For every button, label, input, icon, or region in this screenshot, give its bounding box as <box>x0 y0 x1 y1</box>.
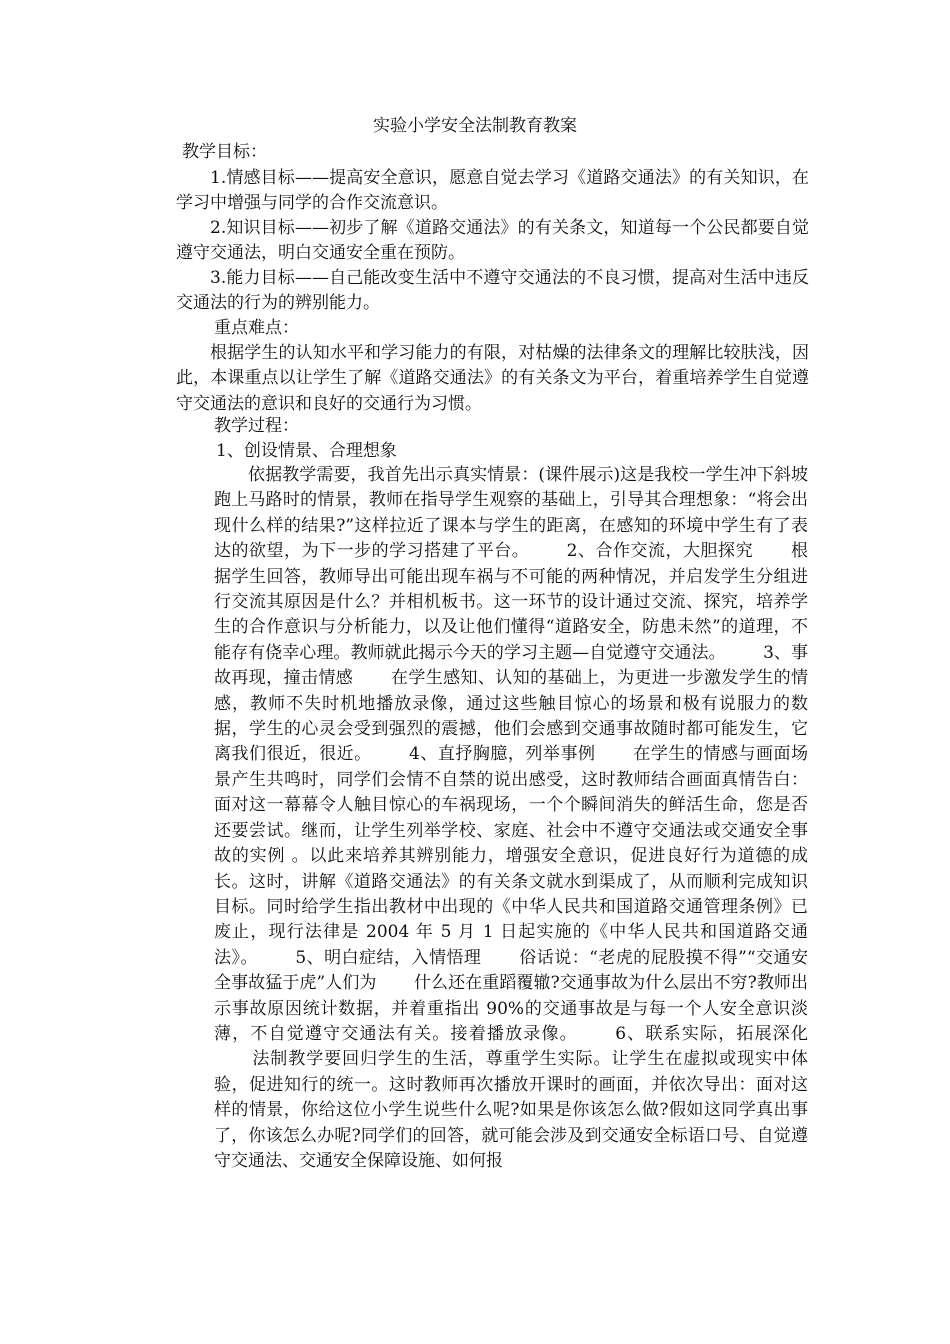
key-points-text: 根据学生的认知水平和学习能力的有限，对枯燥的法律条文的理解比较肤浅，因此，本课重点以让学生了解《道路交通法》的有关条文为平台，着重培养学生自觉遵守交通法的意识和良好的交通行为习惯。 <box>176 343 809 414</box>
step-1-text: 依据教学需要，我首先出示真实情景：(课件展示)这是我校一学生冲下斜坡跑上马路时的情景，教师在指导学生观察的基础上，引导其合理想象：“将会出现什么样的结果?”这样拉近了课本与学生的距离，在感知的环境中学生有了表达的欲望，为下一步的学习搭建了平台。 <box>214 465 808 562</box>
step-3-heading: 3、事故再现，撞击情感 <box>214 642 808 689</box>
step-6-heading: 6、联系实际，拓展深化 <box>615 1023 808 1044</box>
step-6-text: 法制教学要回归学生的生活，尊重学生实际。让学生在虚拟或现实中体验，促进知行的统一。这时教师再次播放开课时的画面，并依次导出：面对这样的情景，你给这位小学生说些什么呢?如果是你该怎么做?假如这同学真出事了，你该怎么办呢?同学们的回答，就可能会涉及到交通安全标语口号、自觉遵守交通法、交通安全保障设施、如何报 <box>214 1049 808 1171</box>
step-4-text: 在学生的情感与画面场景产生共鸣时，同学们会情不自禁的说出感受，这时教师结合画面真情告白：面对这一幕幕令人触目惊心的车祸现场，一个个瞬间消失的鲜活生命，您是否还要尝试。继而，让学生列举学校、家庭、社会中不遵守交通法或交通安全事故的实例 。以此来培养其辨别能力，增强安全意识，促进良好行为道德的成长。这时，讲解《道路交通法》的有关条文就水到渠成了，从而顺利完成知识目标。同时给学生指出教材中出现的《中华人民共和国道路交通管理条例》已废止，现行法律是 2004 年 5 月 1 日起实施的《中华人民共和国道路交通法》。 <box>214 744 809 968</box>
objective-1: 1.情感目标——提高安全意识，愿意自觉去学习《道路交通法》的有关知识，在学习中增强与同学的合作交流意识。 <box>176 168 809 214</box>
step-5-heading: 5、明白症结，入情悟理 <box>295 947 482 968</box>
document-title: 实验小学安全法制教育教案 <box>373 116 577 136</box>
objective-3: 3.能力目标——自己能改变生活中不遵守交通法的不良习惯，提高对生活中违反交通法的行为的辨别能力。 <box>176 268 809 314</box>
process-body <box>214 463 808 1174</box>
step-1-heading: 1、创设情景、合理想象 <box>216 441 397 461</box>
step-4-heading: 4、直抒胸臆，列举事例 <box>409 744 596 765</box>
step-2-heading: 2、合作交流，大胆探究 <box>566 541 754 562</box>
process-heading: 教学过程： <box>214 416 299 436</box>
step-5-text-b: 什么还在重蹈覆辙?交通事故为什么层出不穷?教师出示事故原因统计数据，并着重指出 90%的交通事故是与每一个人安全意识淡薄，不自觉遵守交通法有关。接着播放录像。 <box>214 973 808 1044</box>
step-3-text: 在学生感知、认知的基础上，为更进一步激发学生的情感，教师不失时机地播放录像，通过这些触目惊心的场景和极有说服力的数据，学生的心灵会受到强烈的震撼，他们会感到交通事故随时都可能发生，它离我们很近，很近。 <box>214 668 809 765</box>
objective-2: 2.知识目标——初步了解《道路交通法》的有关条文，知道每一个公民都要自觉遵守交通法，明白交通安全重在预防。 <box>176 218 809 264</box>
objectives-heading: 教学目标： <box>182 142 267 162</box>
step-2-text: 根据学生回答，教师导出可能出现车祸与不可能的两种情况，并启发学生分组进行交流其原因是什么？并相机板书。这一环节的设计通过交流、探究，培养学生的合作意识与分析能力，以及让他们懂得“道路安全，防患未然”的道理，不能存有侥幸心理。教师就此揭示今天的学习主题—自觉遵守交通法。 <box>214 541 808 663</box>
key-points-heading: 重点难点： <box>214 318 299 338</box>
step-5-text-a: 俗话说：“老虎的屁股摸不得”“交通安全事故猛于虎”人们为 <box>214 947 808 994</box>
